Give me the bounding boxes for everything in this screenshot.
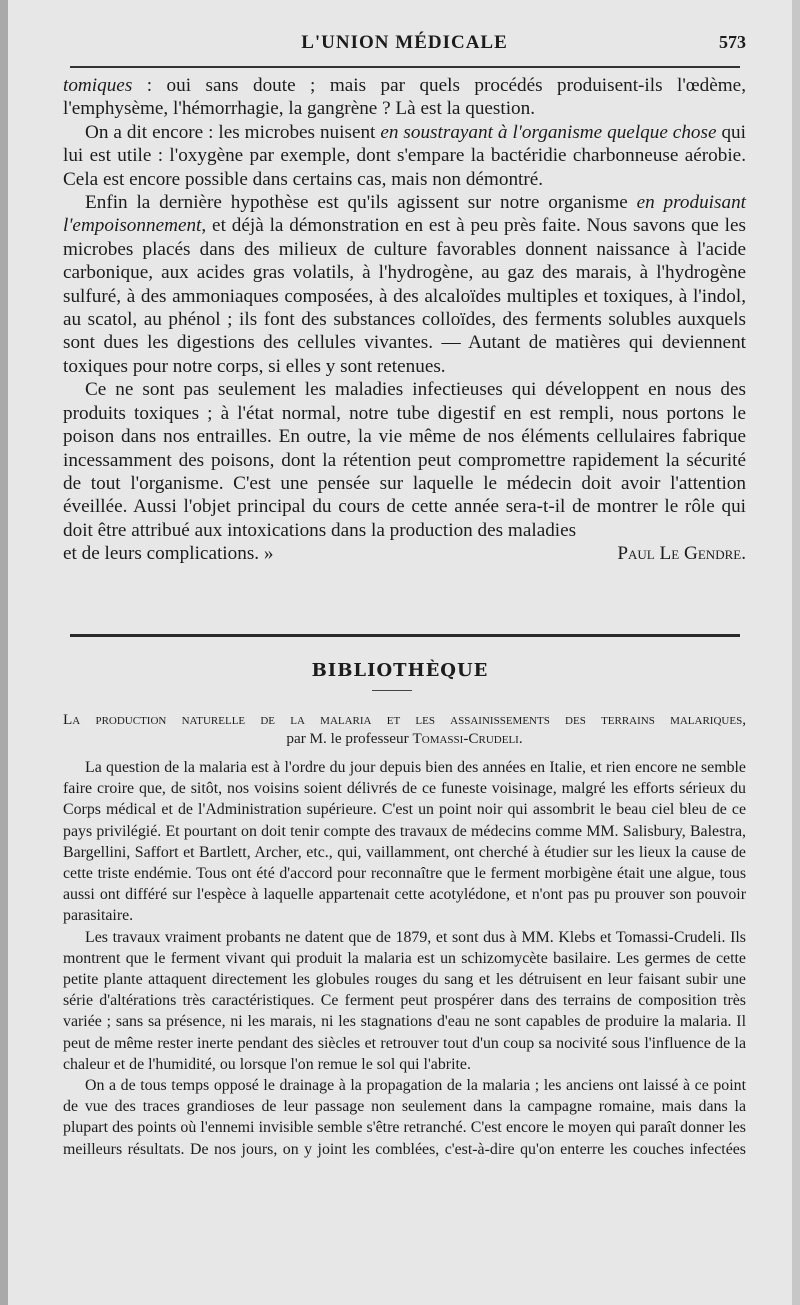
review-paragraph-2: Les travaux vraiment probants ne datent que de 1879, et sont dus à MM. Klebs et Tomassi-Crudeli. Ils montrent que le ferment vivant qui produit la malaria est un schizomycète basilaire. Les germes de cette petite plante attaquent directement les globules rouges du sang et les détruisent en leur faisant subir une série d'altérations très caractéristiques. Ce ferment peut prospérer dans des terrains de composition très variée ; sans sa présence, ni les marais, ni les stagnations d'eau ne sont capables de produire la malaria. Il peut de même rester inerte pendant des siècles et retrouver tout d'un coup sa nocivité sous l'influence de la chaleur et de l'humidité, ou lorsque l'on remue le sol qui l'abrite. [63, 928, 746, 1073]
italic-phrase: en produisant l'empoisonnement [63, 192, 746, 237]
paragraph-3: Enfin la dernière hypothèse est qu'ils agissent sur notre organisme en produisant l'empoisonnement, et déjà la démonstration en est à peu près faite. Nous savons que les microbes placés dans des milieux de culture favorables donnent naissance à l'acide carbonique, aux acides gras volatils, à l'hydrogène, au gaz des marais, à l'hydrogène sulfuré, à des ammoniaques composées, à des alcaloïdes multiples et toxiques, à l'indol, au scatol, au phénol ; ils font des substances colloïdes, des ferments solubles auxquels sont dues les digestions des cellules vivantes. — Autant de matières qui deviennent toxiques pour notre corps, si elles y sont retenues. [63, 192, 746, 377]
review-paragraph-3: On a de tous temps opposé le drainage à la propagation de la malaria ; les anciens ont laissé à ce point de vue des traces grandioses de leur passage non seulement dans la campagne romaine, mais dans la plupart des points où l'ennemi invisible semble s'être retranché. C'est encore le moyen qui paraît donner les meilleurs résultats. De nos jours, on y joint les comblées, c'est-à-dire qu'on enterre les couches infectées [63, 1077, 746, 1158]
page-edge [792, 0, 800, 1305]
paragraph-1: tomiques : oui sans doute ; mais par quels procédés produisent-ils l'œdème, l'emphysème, l'hémorrhagie, la gangrène ? Là est la question. [63, 75, 746, 120]
italic-phrase: en soustrayant à l'organisme quelque chose [380, 121, 717, 143]
paragraph-2: On a dit encore : les microbes nuisent en soustrayant à l'organisme quelque chose qui lui est utile : l'oxygène par exemple, dont s'empare la bactéridie charbonneuse aérobie. Cela est encore possible dans certains cas, mais non démontré. [63, 121, 746, 190]
review-byline: par M. le professeur Tomassi-Crudeli. [286, 730, 523, 747]
review-title: La production naturelle de la malaria et les assainissements des terrains malariques, [63, 711, 746, 728]
section-title-rule [372, 690, 412, 691]
header-rule [70, 66, 740, 68]
italic-word: tomiques [63, 75, 133, 96]
paragraph-4: Ce ne sont pas seulement les maladies infectieuses qui développent en nous des produits toxiques ; à l'état normal, notre tube digestif en est rempli, nous portons le poison dans nos entrailles. En outre, la vie même de nos éléments cellulaires fabrique incessamment des poisons, dont la rétention peut compromettre rapidement la sécurité de tout l'organisme. C'est une pensée sur laquelle le médecin doit avoir l'attention éveillée. Aussi l'objet principal du cours de cette année sera-t-il de montrer le rôle qui doit être attribué aux intoxications dans la production des maladies [63, 379, 746, 541]
review-paragraph-1: La question de la malaria est à l'ordre du jour depuis bien des années en Italie, et rien encore ne semble faire croire que, de sitôt, nos voisins soient délivrés de ce funeste voisinage, malgré les efforts sérieux du Corps médical et de l'Administration supérieure. C'est un point noir qui assombrit le beau ciel bleu de ce pays privilégié. Et pourtant on doit tenir compte des travaux de médecins comme MM. Salisbury, Balestra, Bargellini, Saffort et Bartlett, Archer, etc., qui, vaillamment, ont cherché à étudier sur les lieux la cause de cette triste endémie. Tous ont été d'accord pour reconnaître que le ferment morbigène était une algue, tous aussi ont différé sur l'espèce à laquelle appartenait cette acotylédone, et n'ont pas pu prouver son pouvoir parasitaire. [63, 759, 746, 925]
closing-line: et de leurs complications. » Paul Le Gendre. [63, 543, 746, 565]
review-heading [63, 710, 746, 748]
review-body [63, 757, 746, 1160]
section-title: BIBLIOTHÈQUE [311, 660, 489, 681]
journal-page [8, 0, 792, 1305]
review-author: Tomassi-Crudeli. [412, 730, 523, 747]
article-body [63, 74, 746, 566]
journal-title: L'UNION MÉDICALE [301, 32, 508, 53]
page-number: 573 [719, 32, 746, 52]
section-divider [70, 634, 740, 637]
running-header [63, 32, 746, 58]
author-signature: Paul Le Gendre. [617, 543, 746, 565]
